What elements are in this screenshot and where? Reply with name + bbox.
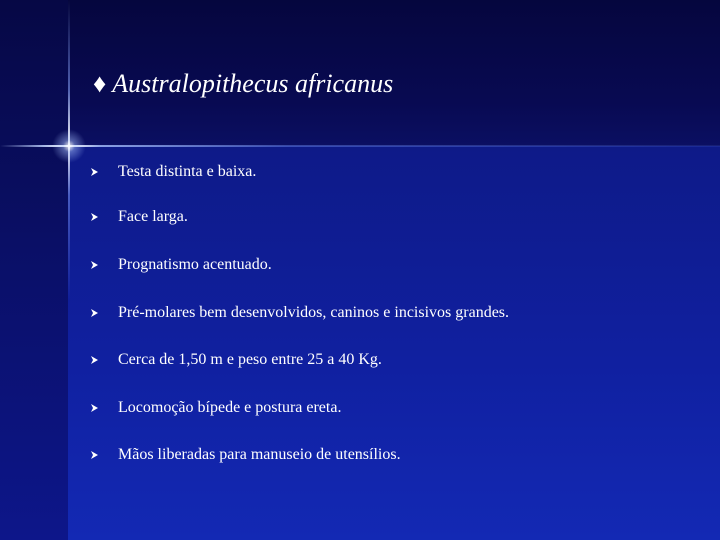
arrow-bullet-icon bbox=[90, 308, 118, 318]
diamond-icon: ♦ bbox=[93, 69, 107, 98]
bullet-text: Cerca de 1,50 m e peso entre 25 a 40 Kg. bbox=[118, 351, 382, 368]
arrow-bullet-icon bbox=[90, 260, 118, 270]
bullet-item bbox=[90, 301, 509, 325]
arrow-bullet-icon bbox=[90, 167, 118, 177]
bullet-item bbox=[90, 253, 272, 277]
bullet-item bbox=[90, 160, 256, 184]
slide-title-text: Australopithecus africanus bbox=[112, 69, 394, 98]
bullet-text: Testa distinta e baixa. bbox=[118, 163, 257, 180]
bullet-item bbox=[90, 348, 382, 372]
bullet-text: Pré-molares bem desenvolvidos, caninos e incisivos grandes. bbox=[118, 304, 510, 321]
bullet-text: Mãos liberadas para manuseio de utensílios. bbox=[118, 446, 401, 463]
arrow-bullet-icon bbox=[90, 212, 118, 222]
bullet-text: Face larga. bbox=[118, 208, 188, 225]
arrow-bullet-icon bbox=[90, 403, 118, 413]
bullet-item bbox=[90, 205, 188, 229]
bullet-text: Prognatismo acentuado. bbox=[118, 256, 272, 273]
bullet-item bbox=[90, 443, 401, 467]
arrow-bullet-icon bbox=[90, 450, 118, 460]
bullet-text: Locomoção bípede e postura ereta. bbox=[118, 399, 342, 416]
bullet-item bbox=[90, 396, 341, 420]
arrow-bullet-icon bbox=[90, 355, 118, 365]
